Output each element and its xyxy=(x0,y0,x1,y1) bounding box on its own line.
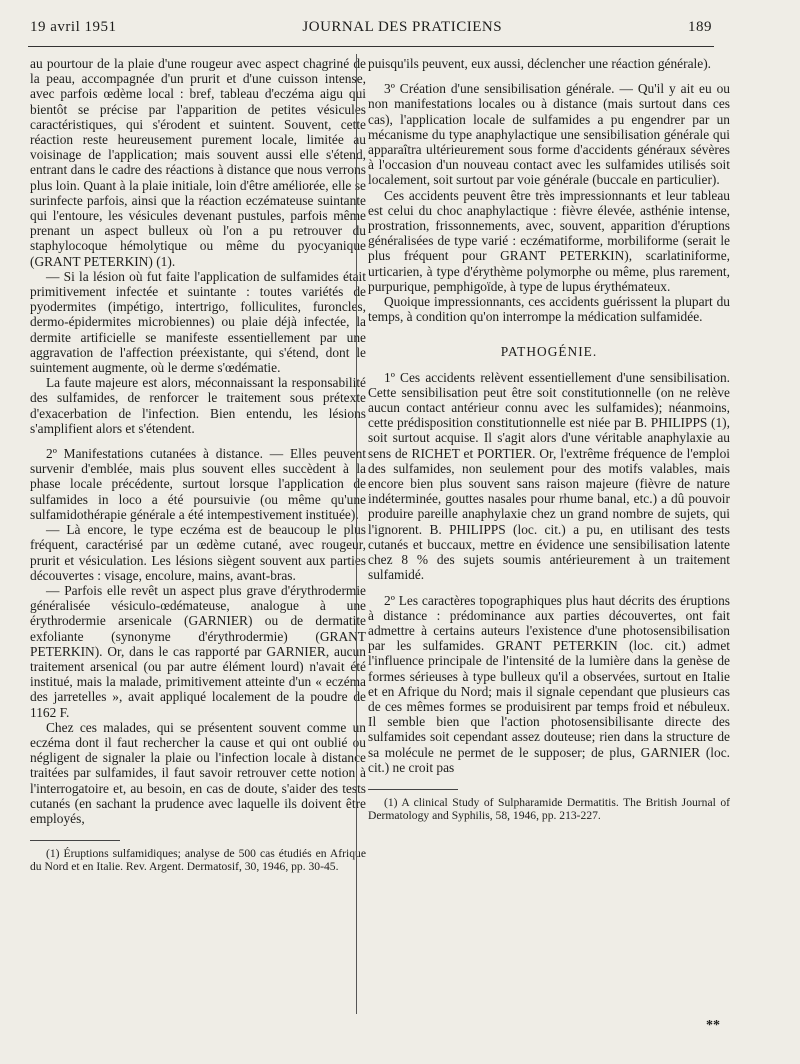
header-date: 19 avril 1951 xyxy=(30,18,117,35)
paragraph: 2º Manifestations cutanées à distance. — Elles peuvent survenir d'emblée, mais plus souvent elles succèdent à la phase locale précédente, surtout lorsque l'application de sulfamides in loco a été poursuivie (ou même qu'une sulfamidothérapie générale a été intempestivement instituée). xyxy=(30,446,366,522)
footnote-rule xyxy=(30,840,120,841)
column-divider xyxy=(356,54,357,1014)
left-column xyxy=(30,56,366,873)
footnote: (1) A clinical Study of Sulpharamide Dermatitis. The British Journal of Dermatology and Syphilis, 58, 1946, pp. 213-227. xyxy=(368,795,730,822)
header-page-number: 189 xyxy=(687,18,712,35)
page-mark: ** xyxy=(706,1018,720,1033)
running-header xyxy=(30,14,712,40)
paragraph: — Si la lésion où fut faite l'application de sulfamides était primitivement infectée et suintante : toutes variétés de pyodermites (impétigo, intertrigo, folliculites, furoncles, dermo-épidermites microbiennes) ou plaie déjà infectée, la dermite artificielle se manifeste essentiellement par une aggravation de l'affection préexistante, qui s'étend, dont le suintement augmente, où le derme s'œdématie. xyxy=(30,268,366,376)
paragraph: Chez ces malades, qui se présentent souvent comme un eczéma dont il faut rechercher la cause et qui ont oublié ou négligent de signaler la plaie ou l'infection locale à distance traitées par sulfamides, il faut savoir retrouver cette notion à l'interrogatoire et, au besoin, en cas de doute, s'aider des tests cutanés (en sachant la prudence avec laquelle ils doivent être employés, xyxy=(30,719,366,826)
paragraph: La faute majeure est alors, méconnaissant la responsabilité des sulfamides, de renforcer le traitement sous prétexte d'exacerbation de l'infection. Bien entendu, les lésions s'amplifient alors et s'étendent. xyxy=(30,375,366,436)
paragraph: 1º Ces accidents relèvent essentiellement d'une sensibilisation. Cette sensibilisation peut être soit constitutionnelle (on ne relève aucun contact antérieur connu avec les sulfamides); néanmoins, cette prédisposition constitutionnelle est niée par B. PHILIPPS (1), soit surtout acquise. Il s'agit alors d'une véritable anaphylaxie au sens de RICHET et PORTIER. Or, l'extrême fréquence de l'emploi des sulfamides, non seulement pour des motifs valables, mais encore bien plus souvent sans raison majeure (fièvre de nature indéterminée, gouttes nasales pour rhume banal, etc.) a dû pouvoir produire pareille anaphylaxie chez un grand nombre de sujets, qui l'ignorent. B. PHILIPPS (loc. cit.) a pu, en utilisant des tests cutanés et buccaux, mettre en évidence une sensibilisation latente chez 8 % des sujets soumis antérieurement à un traitement sulfamidé. xyxy=(368,369,730,583)
paragraph: Quoique impressionnants, ces accidents guérissent la plupart du temps, à condition qu'on interrompe la médication sulfamidée. xyxy=(368,294,730,325)
paragraph: 2º Les caractères topographiques plus haut décrits des éruptions à distance : prédominance aux parties découvertes, ont fait admettre à certains auteurs l'existence d'une photosensibilisation par les sulfamides. GRANT PETERKIN (loc. cit.) admet l'influence principale de l'intensité de la lumière dans la genèse de formes sérieuses à type bulleux qu'il a observées, surtout en Italie et en Afrique du Nord; mais il signale cependant que plusieurs cas de ces mêmes formes se produisirent par temps froid et nébuleux. Il semble bien que l'action photosensibilisante directe des sulfamides soit cependant assez douteuse; rien dans la structure de sa molécule ne permet de le supposer; de plus, GARNIER (loc. cit.) ne croit pas xyxy=(368,592,730,775)
right-column xyxy=(368,56,730,822)
header-rule xyxy=(28,46,714,47)
header-journal-title: JOURNAL DES PRATICIENS xyxy=(302,18,503,35)
paragraph: puisqu'ils peuvent, eux aussi, déclencher une réaction générale). xyxy=(368,56,711,71)
footnote-rule xyxy=(368,789,458,790)
paragraph: — Là encore, le type eczéma est de beaucoup le plus fréquent, caractérisé par un œdème cutané, avec rougeur, prurit et vésiculation. Les lésions siègent souvent aux parties découvertes : visage, encolure, mains, avant-bras. xyxy=(30,522,366,583)
paragraph: Ces accidents peuvent être très impressionnants et leur tableau est celui du choc anaphylactique : fièvre élevée, asthénie intense, prostration, frissonnements, avec, souvent, apparition d'éruptions généralisées de type varié : eczématiforme, morbiliforme (serait le plus fréquent pour GRANT PETERKIN), scarlatiniforme, urticarien, à type d'érythème polymorphe ou même, plus rarement, purpurique, pemphigoïde, à type de lupus érythémateux. xyxy=(368,187,730,294)
paragraph: 3º Création d'une sensibilisation générale. — Qu'il y ait eu ou non manifestations locales ou à distance (mais surtout dans ces cas), l'application locale de sulfamides a pu engendrer par un mécanisme du type anaphylactique une sensibilisation générale qui apparaîtra ultérieurement sous forme d'accidents généraux sévères à l'occasion d'un nouveau contact avec les sulfamides utilisés soit localement, soit surtout par voie générale (buccale en particulier). xyxy=(368,81,730,188)
paragraph: au pourtour de la plaie d'une rougeur avec aspect chagriné de la peau, accompagnée d'un prurit et d'une cuisson intense, avec parfois œdème local : bref, tableau d'eczéma aigu qui bientôt se précise par l'apparition de petites vésicules caractéristiques, qui s'érodent et suintent. Souvent, cette réaction reste heureusement purement locale, limitée au voisinage de l'application; mais souvent aussi elle s'étend, entrant dans le cadre des réactions à distance que nous verrons plus loin. Quant à la plaie initiale, loin d'être améliorée, elle se surinfecte parfois, ainsi que la réaction eczémateuse suintante qui l'entoure, les vésicules devenant pustules, parfois même prenant un aspect bulleux où l'on a pu retrouver du staphylocoque hémolytique ou même du pyocyanique (GRANT PETERKIN) (1). xyxy=(30,56,366,269)
footnote: (1) Éruptions sulfamidiques; analyse de 500 cas étudiés en Afrique du Nord et en Italie. Rev. Argent. Dermatosif, 30, 1946, pp. 30-45. xyxy=(30,847,366,874)
section-heading: PATHOGÉNIE. xyxy=(500,344,598,360)
paragraph: — Parfois elle revêt un aspect plus grave d'érythrodermie généralisée vésiculo-œdémateuse, analogue à une érythrodermie arsenicale (GARNIER) ou de dermatite exfoliante (synonyme d'érythrodermie) (GRANT PETERKIN). Or, dans le cas rapporté par GARNIER, aucun traitement arsenical (ou par autre élément lourd) n'avait été institué, mais la malade, primitivement atteinte d'un « eczéma des jarretelles », avait appliqué localement de la poudre de 1162 F. xyxy=(30,582,366,720)
